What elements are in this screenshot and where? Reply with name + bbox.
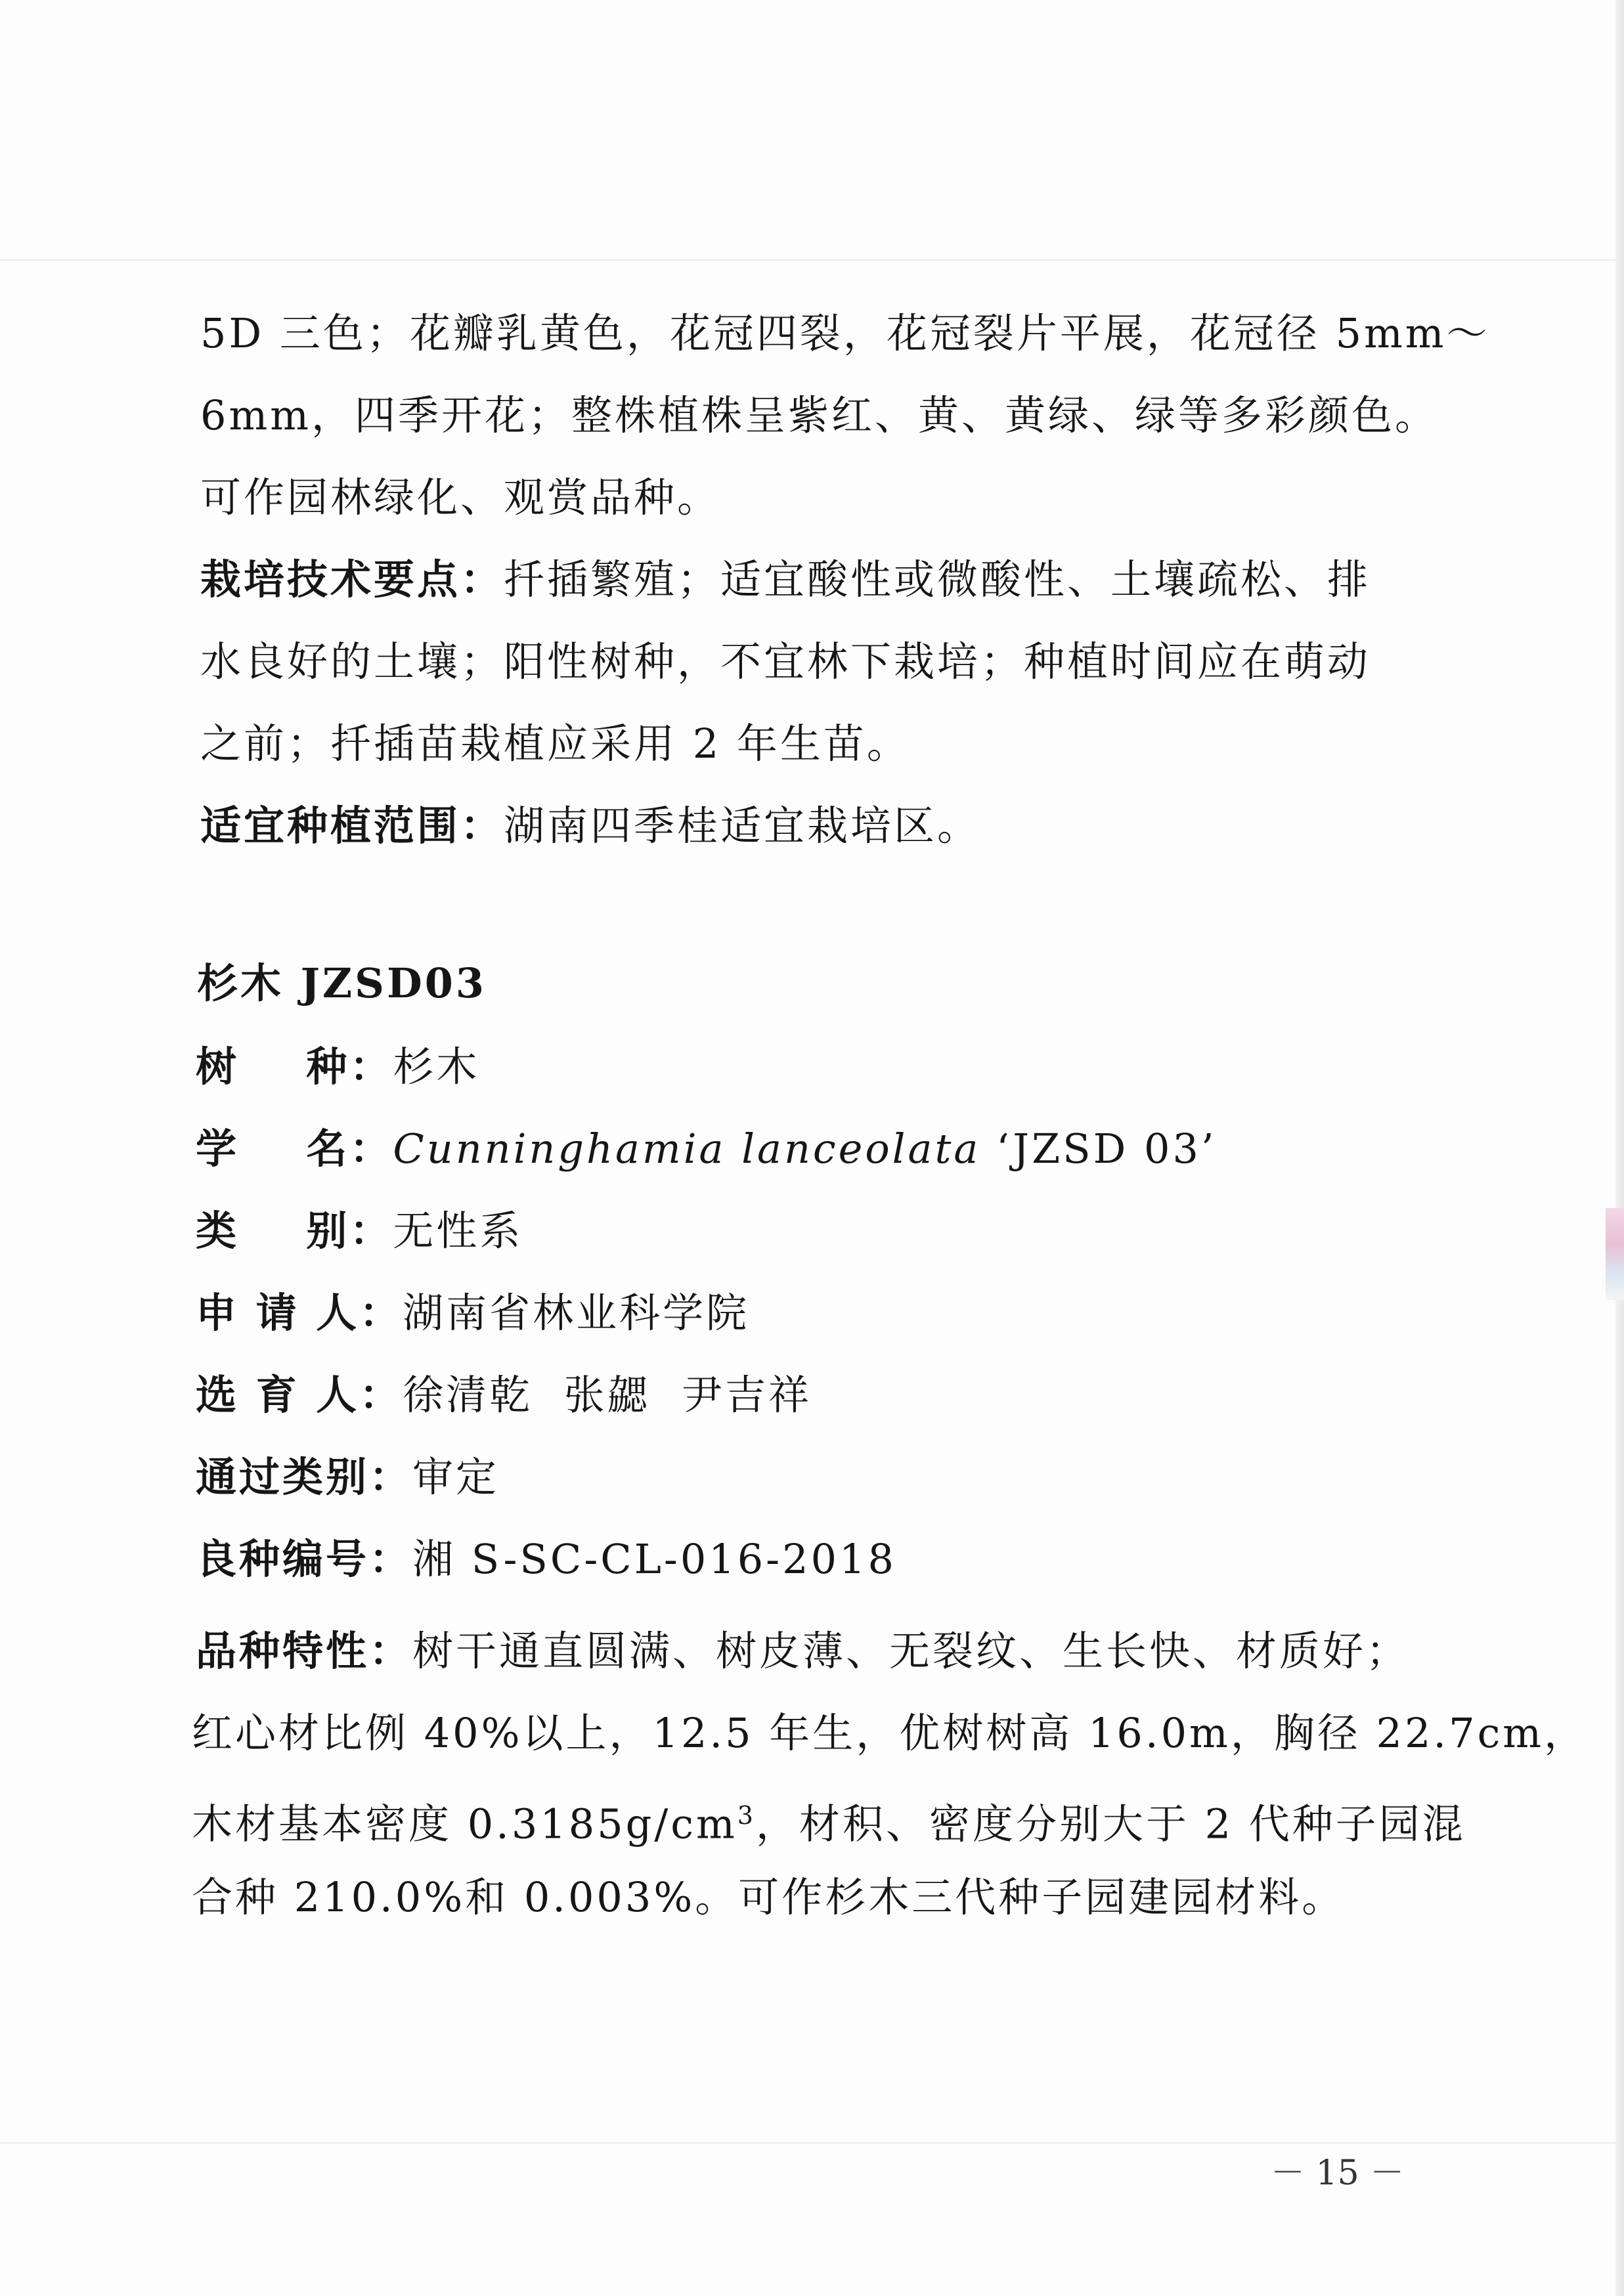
traits-label: 品种特性：	[196, 1627, 413, 1675]
scan-color-strip	[1606, 1208, 1624, 1300]
field-breeders-value: 徐清乾 张勰 尹吉祥	[403, 1371, 812, 1419]
intro-line-2: 6mm，四季开花；整株植株呈紫红、黄、黄绿、绿等多彩颜色。	[200, 391, 1439, 439]
traits-superscript: 3	[737, 1801, 756, 1830]
field-sci-name-cultivar: ‘JZSD 03’	[996, 1125, 1217, 1173]
scan-edge	[1615, 0, 1624, 2296]
cultivation-line-3: 之前；扦插苗栽植应采用 2 年生苗。	[200, 720, 910, 768]
field-breeders-label: 选 育 人：	[196, 1371, 403, 1419]
field-sci-name-latin: Cunninghamia lanceolata	[393, 1125, 981, 1173]
section-title: 杉木 JZSD03	[197, 959, 487, 1007]
field-applicant	[196, 1287, 749, 1339]
field-number-value: 湘 S-SC-CL-016-2018	[412, 1535, 896, 1583]
range-label: 适宜种植范围：	[200, 802, 504, 850]
cultivation-label: 栽培技术要点：	[200, 555, 504, 603]
field-applicant-label: 申 请 人：	[196, 1289, 403, 1337]
field-sci-name	[196, 1123, 1217, 1175]
traits-line-3	[192, 1789, 1466, 1851]
traits-line-2: 红心材比例 40%以上，12.5 年生，优树树高 16.0m，胸径 22.7cm，	[192, 1709, 1588, 1757]
traits-text-3b: ，材积、密度分别大于 2 代种子园混	[755, 1800, 1466, 1848]
cultivation-line-2: 水良好的土壤；阳性树种，不宜林下栽培；种植时间应在萌动	[200, 638, 1371, 685]
field-applicant-value: 湖南省林业科学院	[403, 1289, 750, 1337]
field-species	[196, 1041, 479, 1093]
scan-artifact-bottom	[0, 2142, 1624, 2144]
field-species-value: 杉木	[393, 1043, 480, 1091]
field-approval	[196, 1451, 499, 1504]
traits-line-4: 合种 210.0%和 0.003%。可作杉木三代种子园建园材料。	[192, 1873, 1346, 1921]
field-category-value: 无性系	[393, 1207, 523, 1255]
field-approval-value: 审定	[412, 1453, 500, 1501]
field-number	[196, 1533, 896, 1586]
range-line	[200, 800, 980, 852]
traits-text-1: 树干通直圆满、树皮薄、无裂纹、生长快、材质好；	[412, 1627, 1410, 1675]
page-number: － 15 －	[1271, 2154, 1405, 2193]
field-category	[196, 1205, 523, 1257]
intro-line-1: 5D 三色；花瓣乳黄色，花冠四裂，花冠裂片平展，花冠径 5mm～	[200, 309, 1490, 357]
field-species-label: 树 种：	[196, 1043, 393, 1091]
cultivation-line-1	[200, 553, 1371, 606]
field-category-label: 类 别：	[196, 1207, 393, 1255]
field-breeders	[196, 1369, 812, 1421]
intro-line-3: 可作园林绿化、观赏品种。	[200, 473, 721, 521]
field-sci-name-label: 学 名：	[196, 1125, 393, 1173]
traits-line-1	[196, 1625, 1409, 1678]
traits-text-3a: 木材基本密度 0.3185g/cm	[192, 1800, 737, 1848]
cultivation-text-1: 扦插繁殖；适宜酸性或微酸性、土壤疏松、排	[504, 555, 1371, 603]
field-approval-label: 通过类别：	[196, 1453, 413, 1501]
range-value: 湖南四季桂适宜栽培区。	[504, 802, 981, 850]
field-number-label: 良种编号：	[196, 1535, 413, 1583]
scan-artifact-top	[0, 259, 1624, 261]
